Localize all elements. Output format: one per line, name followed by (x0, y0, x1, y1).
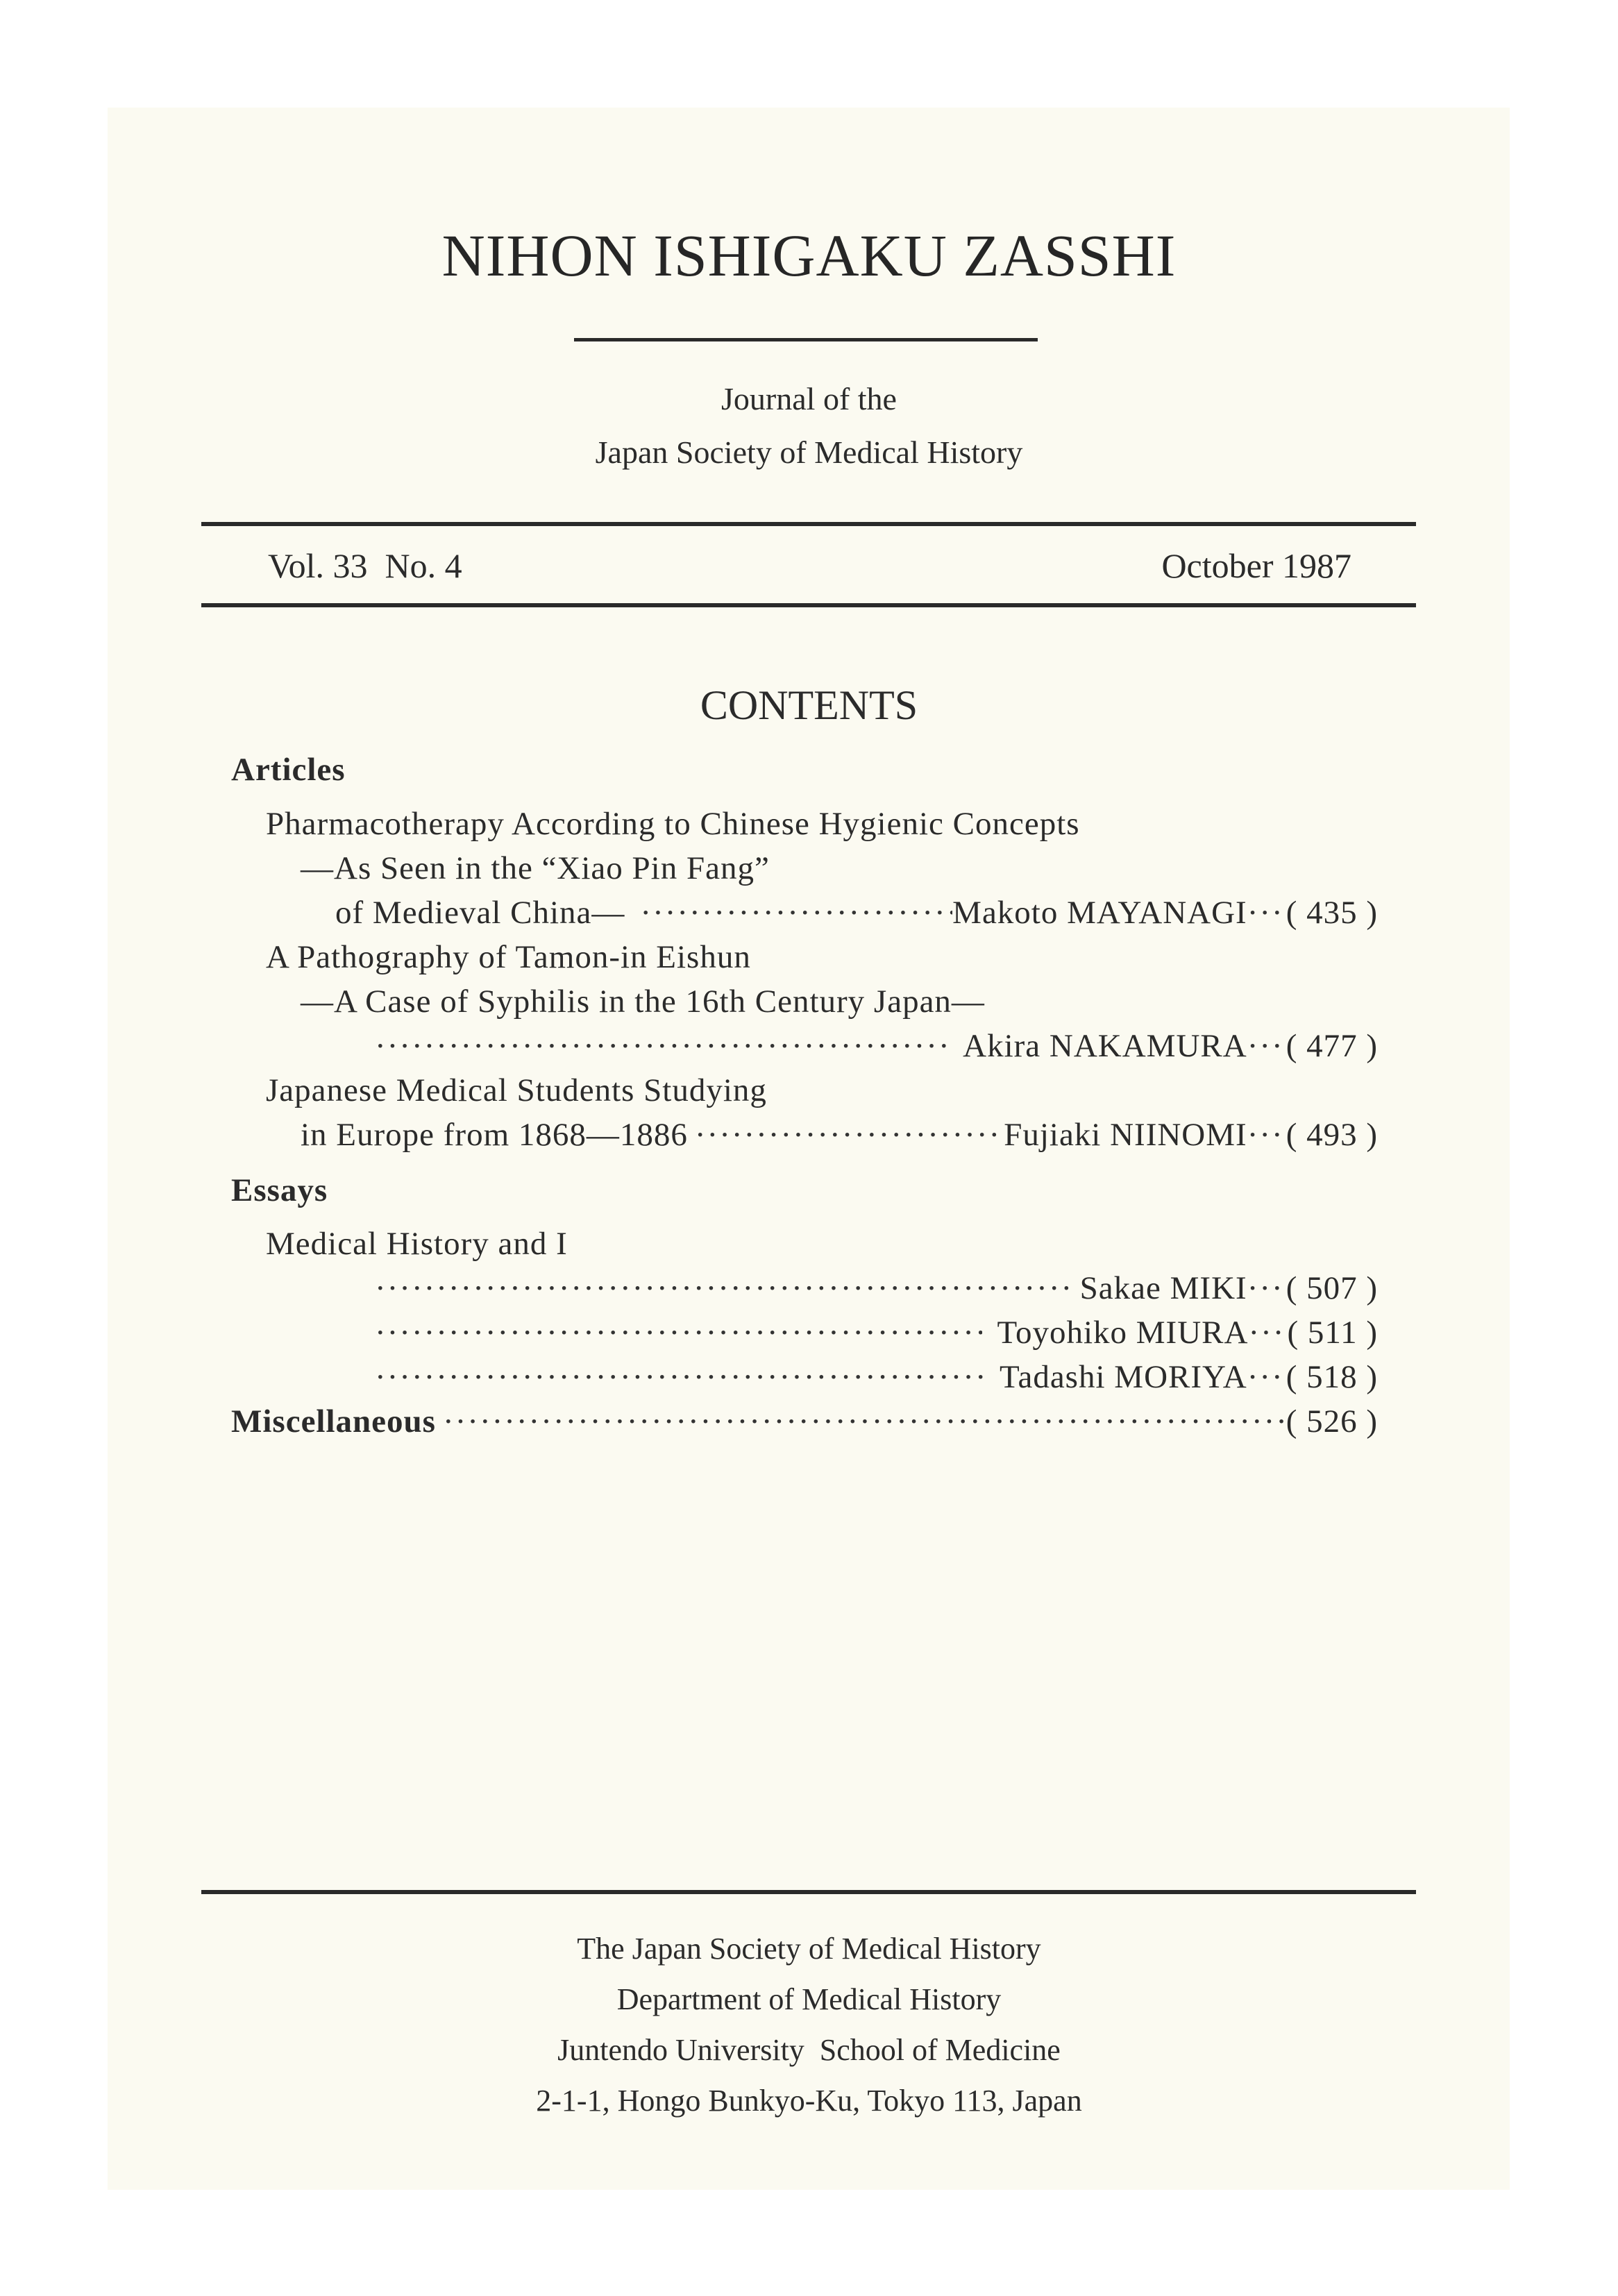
essay-1-page: ( 507 ) (1286, 1270, 1378, 1306)
article-2-title-line2: —A Case of Syphilis in the 16th Century Japan— (301, 984, 985, 1020)
section-essays: Essays (231, 1172, 328, 1208)
section-articles: Articles (231, 752, 346, 788)
footer-rule (201, 1890, 1416, 1894)
miscellaneous-entry[interactable] (231, 1403, 1378, 1440)
journal-subtitle-line2: Japan Society of Medical History (595, 434, 1023, 470)
dot-leader (1247, 1027, 1286, 1065)
dot-leader (375, 1314, 982, 1351)
essay-1-author: Sakae MIKI (1079, 1270, 1247, 1306)
dot-leader (375, 1358, 984, 1396)
article-3-entry[interactable] (301, 1116, 1378, 1154)
dot-leader (1248, 1314, 1287, 1351)
article-1-title-line2: —As Seen in the “Xiao Pin Fang” (301, 850, 770, 886)
issue-date: October 1987 (1161, 546, 1351, 585)
essay-2-page: ( 511 ) (1287, 1315, 1378, 1351)
article-1-author: Makoto MAYANAGI (952, 895, 1247, 931)
essay-3-author: Tadashi MORIYA (1000, 1359, 1247, 1395)
article-2-entry[interactable] (375, 1027, 1378, 1065)
journal-subtitle-line1: Journal of the (721, 381, 897, 416)
article-1-entry[interactable] (335, 894, 1378, 931)
publisher-department: Department of Medical History (616, 1982, 1002, 2016)
article-2-title-line1: A Pathography of Tamon-in Eishun (266, 939, 751, 975)
journal-title: NIHON ISHIGAKU ZASSHI (441, 222, 1177, 289)
article-3-title-line1: Japanese Medical Students Studying (266, 1072, 767, 1108)
dot-leader (1247, 1269, 1286, 1307)
section-miscellaneous: Miscellaneous (231, 1403, 436, 1440)
article-3-author: Fujiaki NIINOMI (1004, 1117, 1247, 1153)
dot-leader (1247, 1116, 1286, 1154)
issue-bottom-rule (201, 603, 1416, 607)
article-2-page: ( 477 ) (1286, 1028, 1378, 1064)
article-3-page: ( 493 ) (1286, 1117, 1378, 1153)
article-3-title-line2: in Europe from 1868—1886 (301, 1117, 688, 1153)
dot-leader (443, 1403, 1286, 1440)
issue-top-rule (201, 522, 1416, 526)
title-divider (574, 338, 1038, 341)
contents-heading: CONTENTS (700, 682, 918, 728)
essay-2-author: Toyohiko MIURA (997, 1315, 1249, 1351)
article-1-title-line3: of Medieval China— (335, 895, 625, 931)
essay-3-entry[interactable] (375, 1358, 1378, 1396)
issue-volume: Vol. 33 No. 4 (268, 546, 462, 585)
essays-title: Medical History and I (266, 1226, 568, 1262)
miscellaneous-page: ( 526 ) (1286, 1403, 1378, 1440)
publisher-name: The Japan Society of Medical History (577, 1932, 1041, 1966)
dot-leader (375, 1027, 947, 1065)
article-1-page: ( 435 ) (1286, 895, 1378, 931)
essay-2-entry[interactable] (375, 1314, 1378, 1351)
dot-leader (1247, 894, 1286, 931)
publisher-address: 2-1-1, Hongo Bunkyo-Ku, Tokyo 113, Japan (536, 2084, 1082, 2118)
dot-leader (640, 894, 952, 931)
article-1-title-line1: Pharmacotherapy According to Chinese Hygienic Concepts (266, 806, 1080, 842)
article-2-author: Akira NAKAMURA (963, 1028, 1247, 1064)
dot-leader (375, 1269, 1072, 1307)
publisher-university: Juntendo University School of Medicine (557, 2033, 1061, 2067)
dot-leader (695, 1116, 1004, 1154)
essay-1-entry[interactable] (375, 1269, 1378, 1307)
dot-leader (1247, 1358, 1286, 1396)
essay-3-page: ( 518 ) (1286, 1359, 1378, 1395)
